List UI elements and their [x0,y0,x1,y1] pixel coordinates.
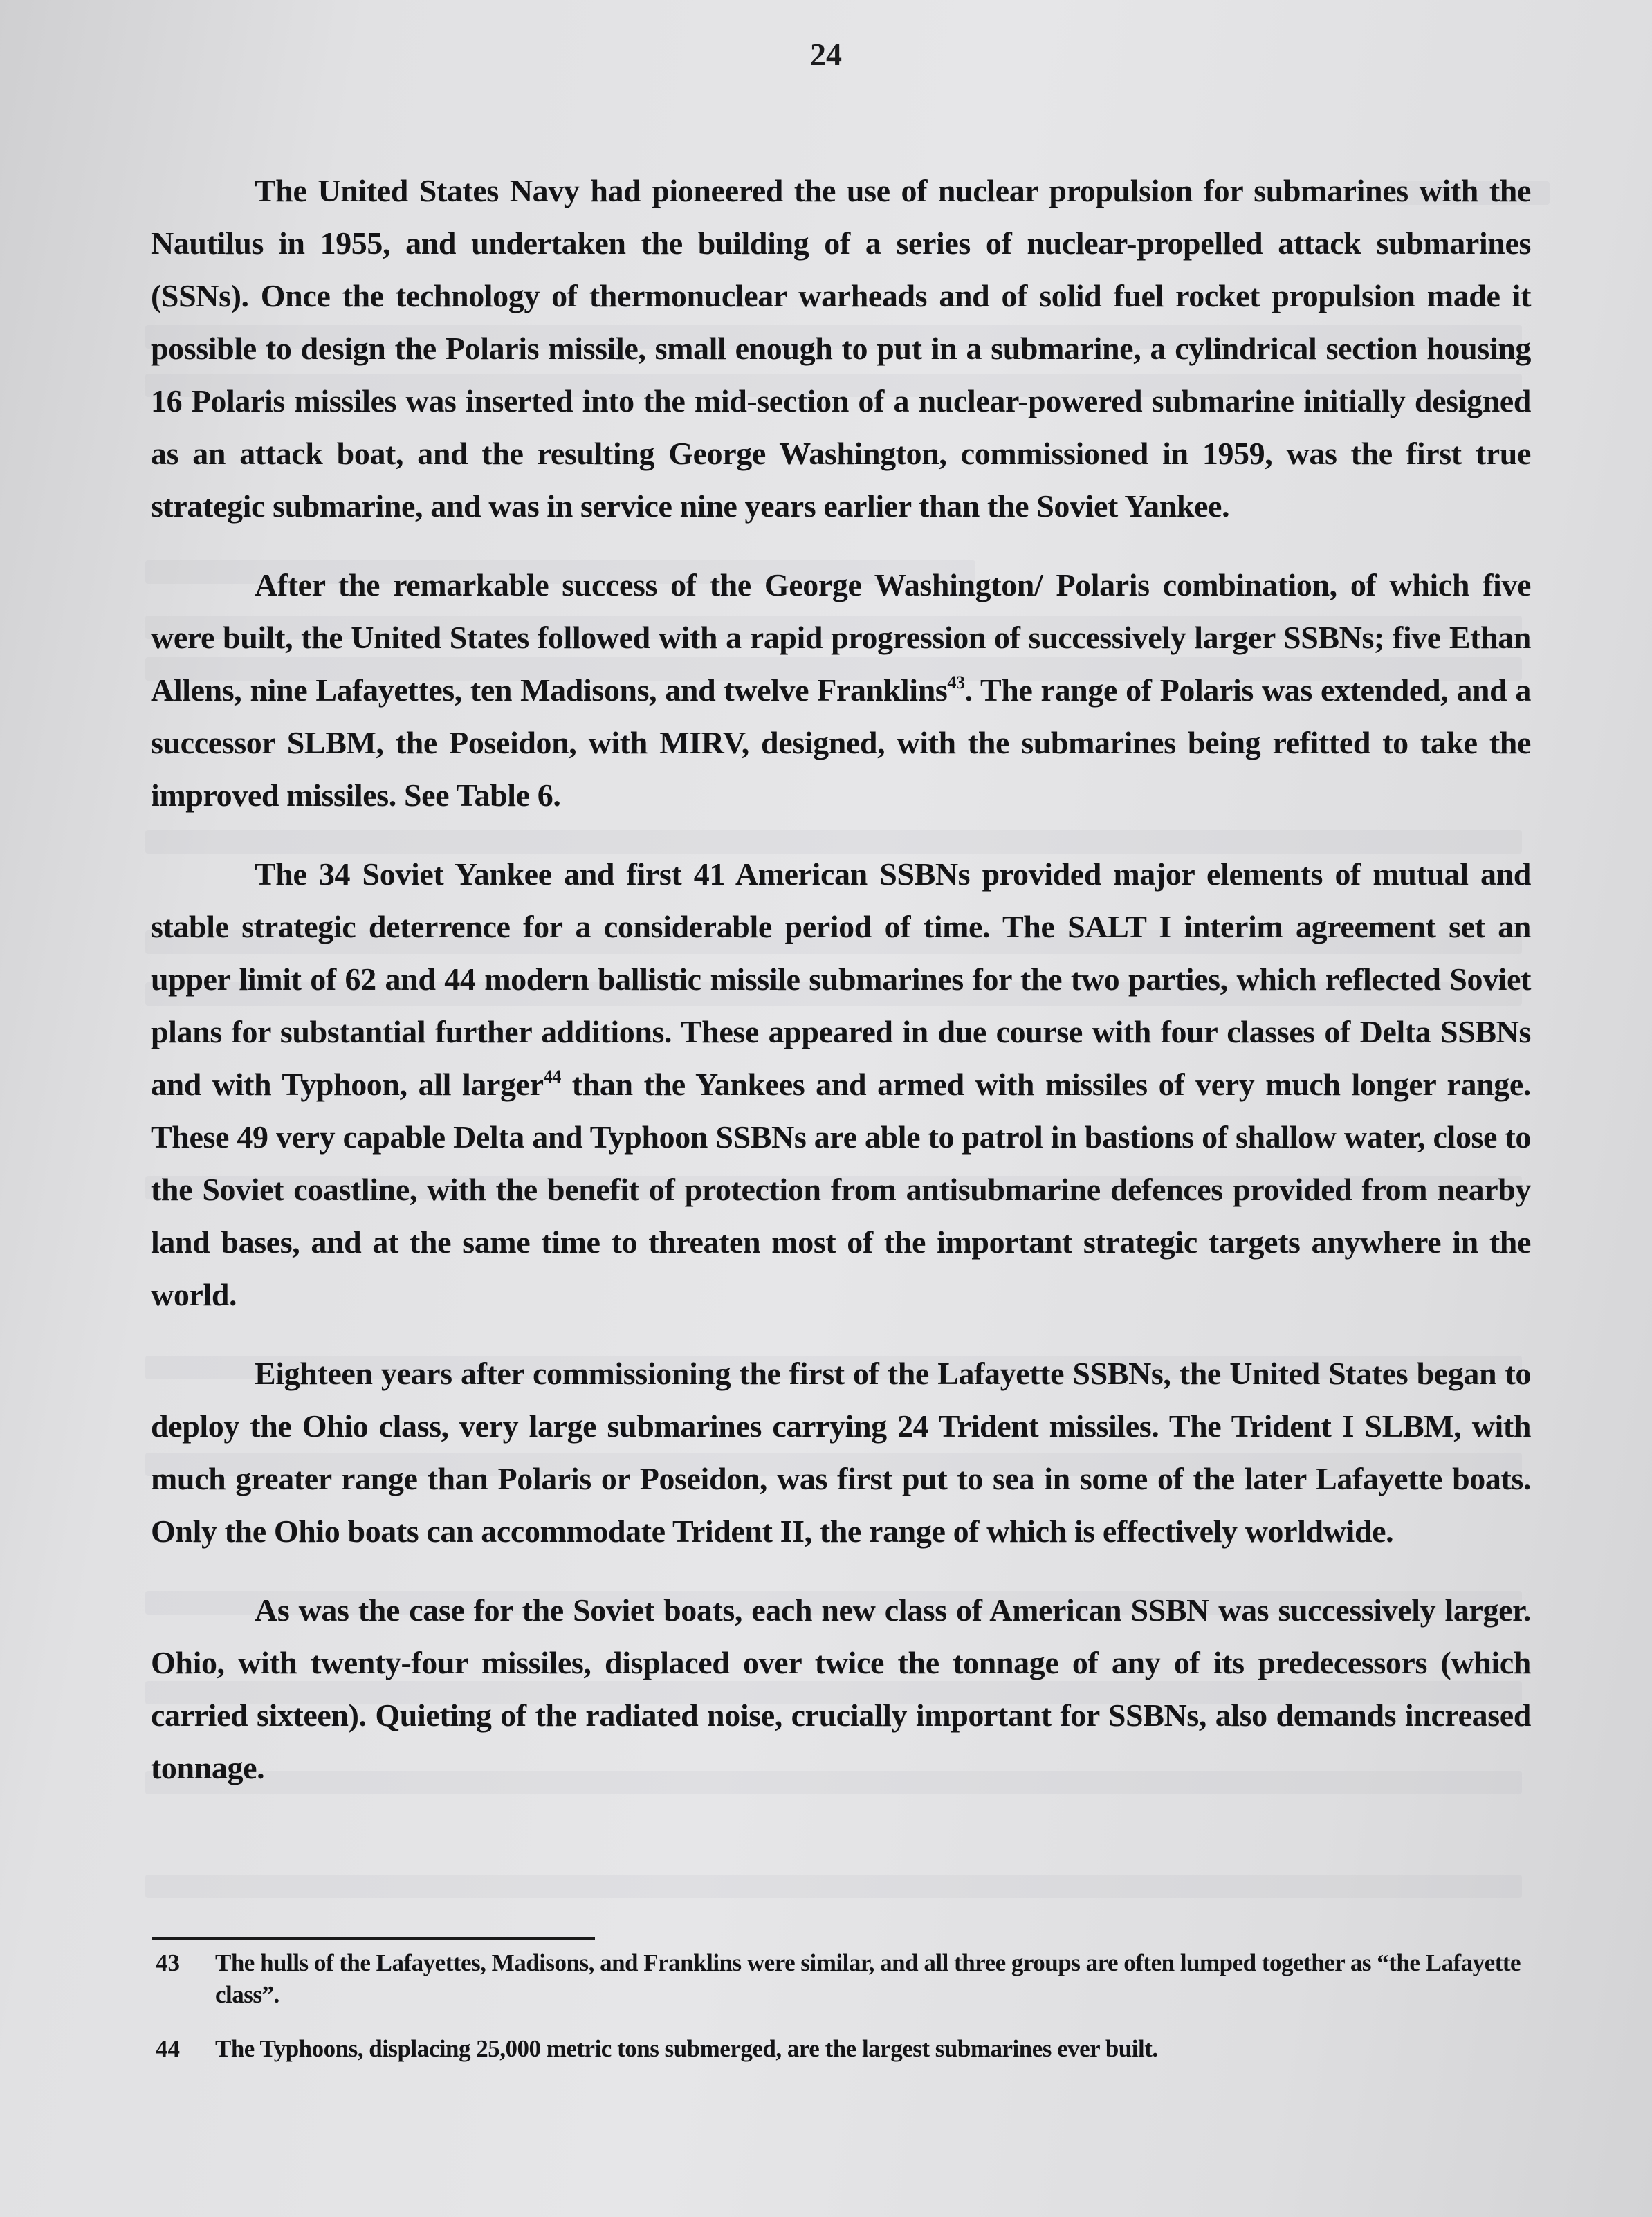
body-text [151,165,1531,1821]
footnote-number: 43 [156,1949,180,1976]
paragraph-text: Eighteen years after commissioning the first of the Lafayette SSBNs, the United States began to deploy the Ohio class, very large submarines carrying 24 Trident missiles. The Trident I SLBM, with much greater range than Polaris or Poseidon, was first put to sea in some of the later Lafayette boats. Only the Ohio boats can accommodate Trident II, the range of which is effectively worldwide. [151,1356,1531,1549]
paragraph-tonnage [151,1584,1531,1794]
footnote-number: 44 [156,2035,180,2062]
footnote-43 [156,1947,1538,2011]
paragraph-text: After the remarkable success of the George Washington/ Polaris combination, of which five were built, the United States followed with a rapid progression of successively larger SSBNs; five Ethan Allens, nine Lafayettes, ten Madisons, and twelve Franklins [151,567,1531,708]
paragraph-strategic-deterrence [151,848,1531,1321]
page-number: 24 [810,37,842,72]
footnote-44 [156,2033,1538,2065]
paragraph-text: As was the case for the Soviet boats, each new class of American SSBN was successively larger. Ohio, with twenty-four missiles, displaced over twice the tonnage of any of its predecessors (which carried sixteen). Quieting of the radiated noise, crucially important for SSBNs, also demands increased tonnage. [151,1592,1531,1785]
footnote-text: The hulls of the Lafayettes, Madisons, and Franklins were similar, and all three groups are often lumped together as “the Lafayette class”. [215,1949,1521,2008]
paragraph-text: . The range of Polaris was extended, and a successor SLBM, the Poseidon, with MIRV, designed, with the submarines being refitted to take the improved missiles. See Table 6. [151,672,1531,813]
paragraph-text: The 34 Soviet Yankee and first 41 American SSBNs provided major elements of mutual and stable strategic deterrence for a considerable period of time. The SALT I interim agreement set an upper limit of 62 and 44 modern ballistic missile submarines for the two parties, which reflected Soviet plans for substantial further additions. These appeared in due course with four classes of Delta SSBNs and with Typhoon, all larger [151,856,1531,1102]
footnote-text: The Typhoons, displacing 25,000 metric tons submerged, are the largest submarines ever built. [215,2035,1158,2062]
footnotes [156,1947,1538,2087]
footnote-separator [152,1937,595,1940]
footnote-ref-43: 43 [947,672,965,692]
footnote-ref-44: 44 [543,1067,561,1087]
paragraph-text: than the Yankees and armed with missiles of very much longer range. These 49 very capable Delta and Typhoon SSBNs are able to patrol in bastions of shallow water, close to the Soviet coastline, with the benefit of protection from antisubmarine defences provided from nearby land bases, and at the same time to threaten most of the important strategic targets anywhere in the world. [151,1067,1531,1312]
paragraph-nautilus-polaris [151,165,1531,533]
paragraph-ohio-class [151,1347,1531,1558]
paragraph-ssbn-progression [151,559,1531,822]
paragraph-text: The United States Navy had pioneered the use of nuclear propulsion for submarines with the Nautilus in 1955, and undertaken the building of a series of nuclear-propelled attack submarines (SSNs). Once the technology of thermonuclear warheads and of solid fuel rocket propulsion made it possible to design the Polaris missile, small enough to put in a submarine, a cylindrical section housing 16 Polaris missiles was inserted into the mid-section of a nuclear-powered submarine initially designed as an attack boat, and the resulting George Washington, commissioned in 1959, was the first true strategic submarine, and was in service nine years earlier than the Soviet Yankee. [151,173,1531,524]
